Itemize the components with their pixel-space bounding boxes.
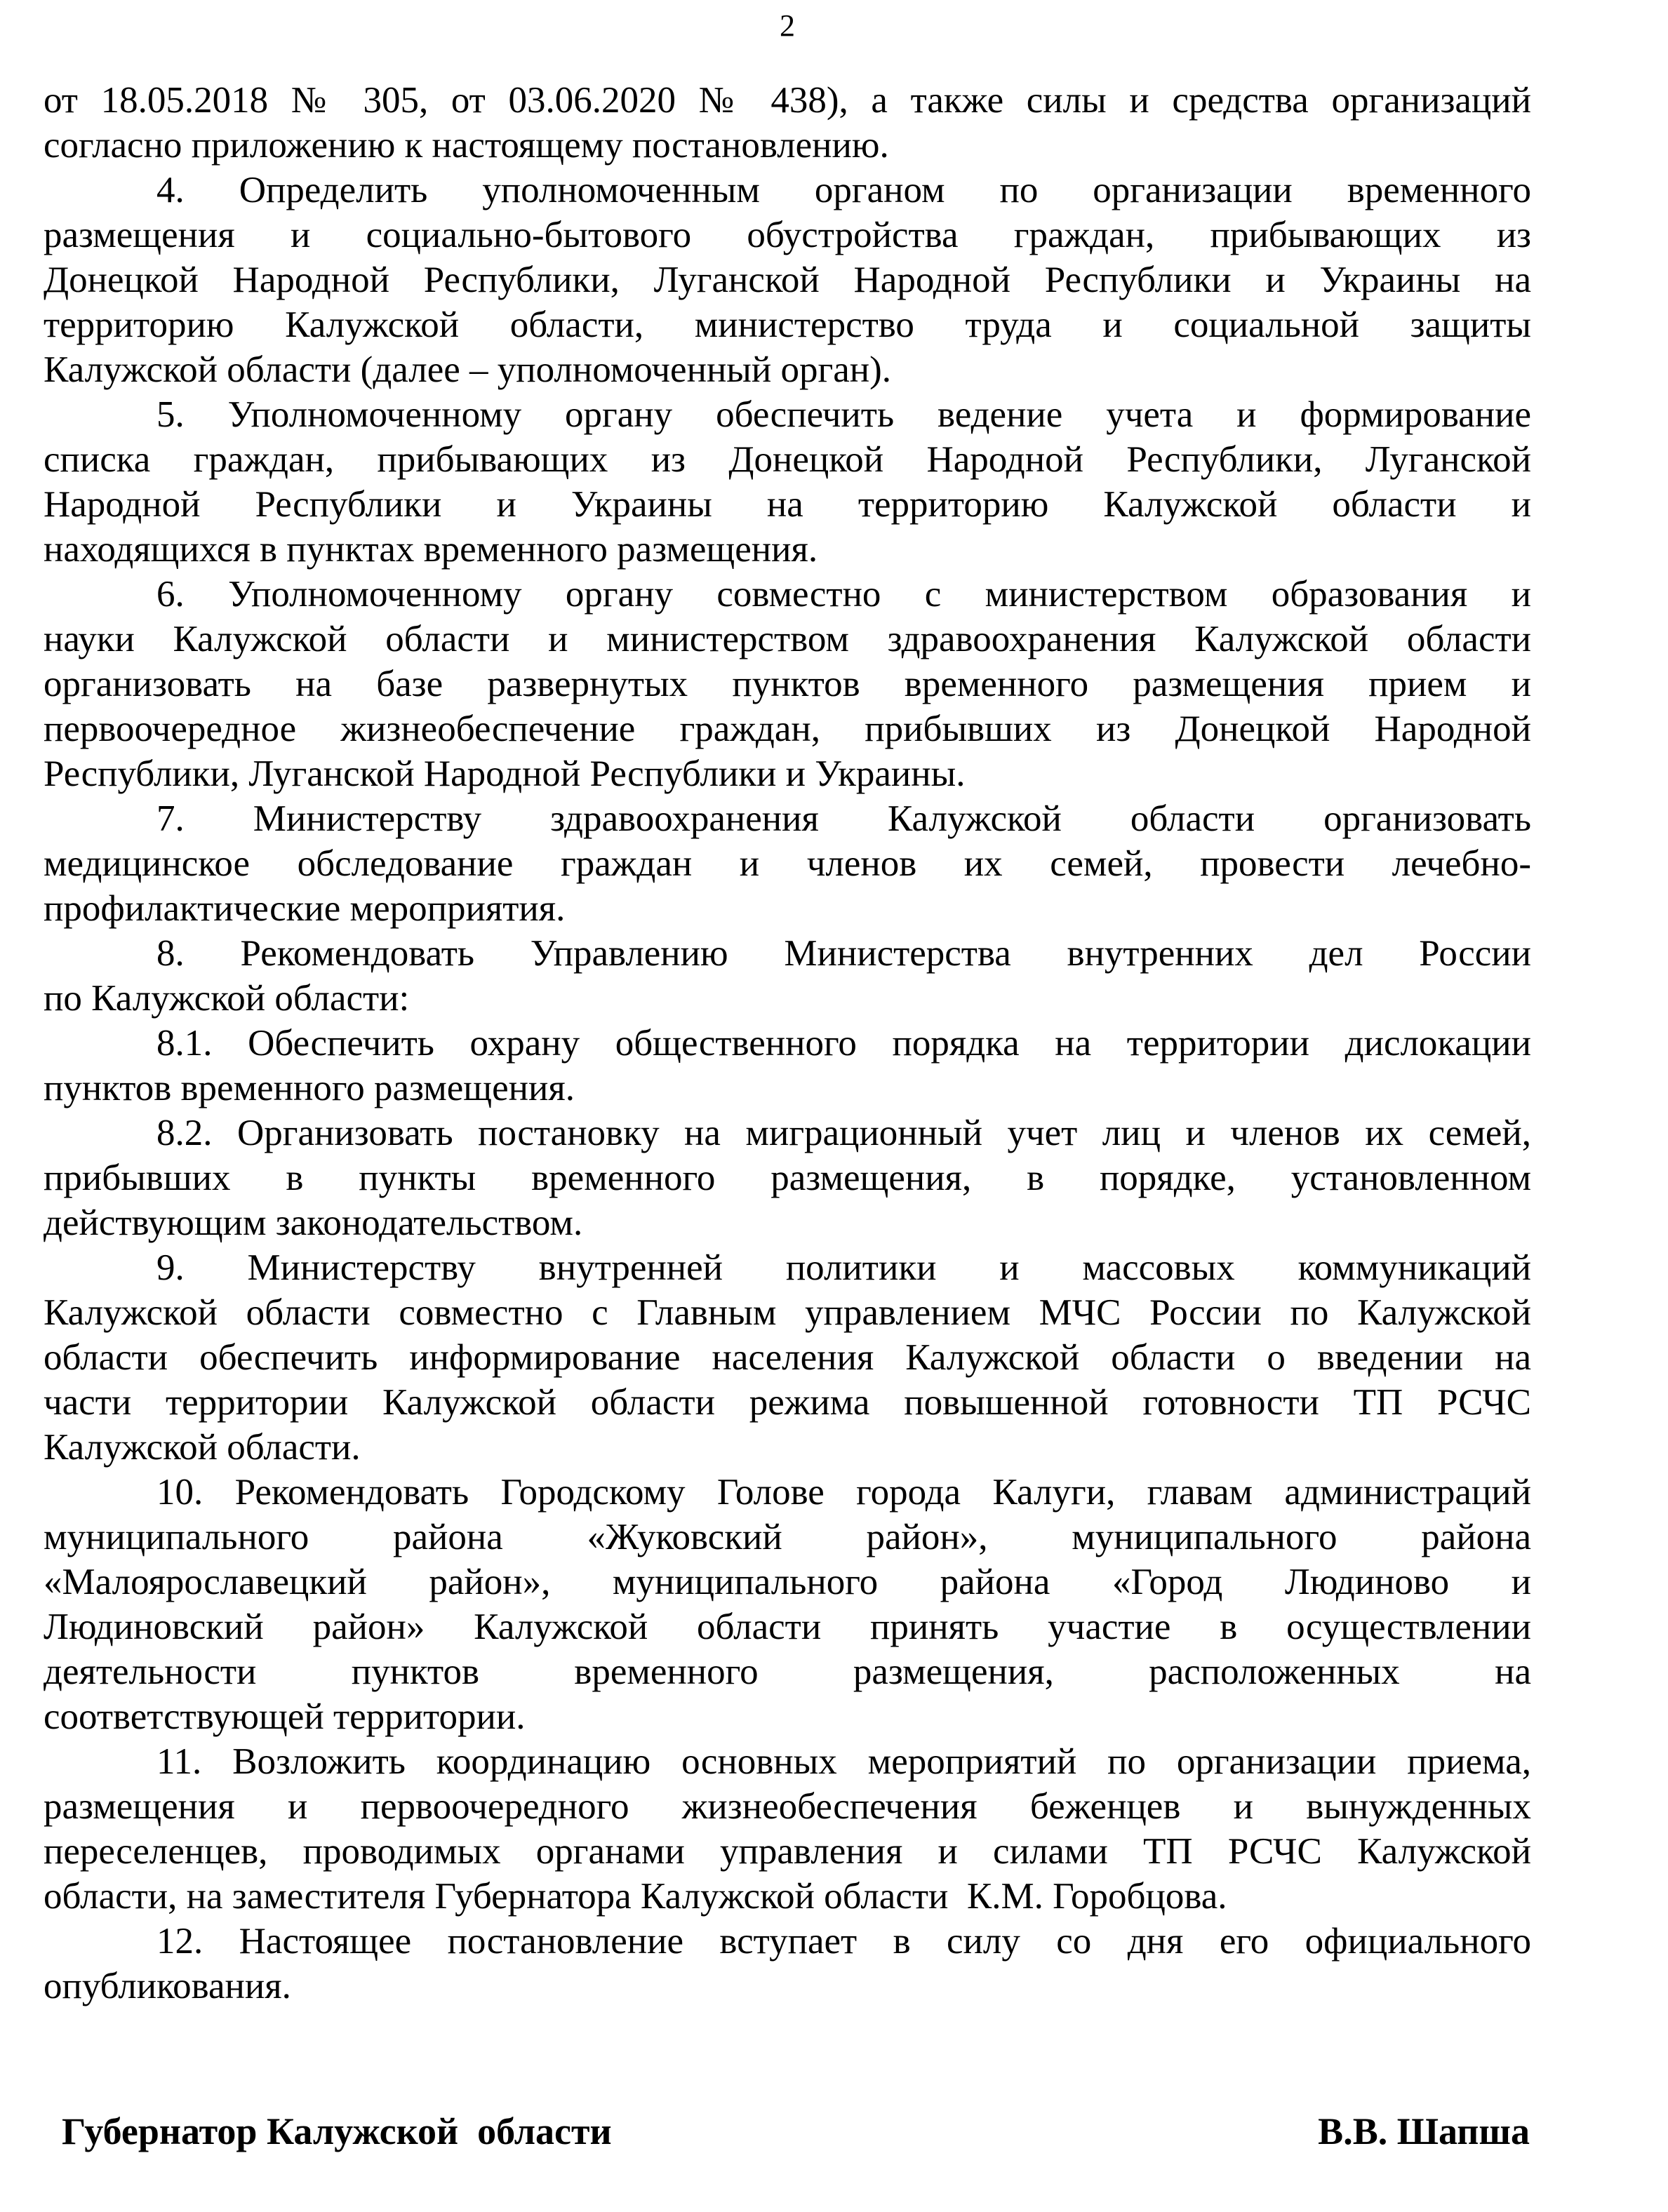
text-line: действующим законодательством. (44, 1202, 583, 1243)
text-line: области обеспечить информирование населения Калужской области о введении на (44, 1337, 1531, 1378)
text-line: размещения и социально-бытового обустройства граждан, прибывающих из (44, 215, 1531, 255)
text-line: науки Калужской области и министерством здравоохранения Калужской области (44, 619, 1531, 659)
paragraph-p8 (44, 931, 1531, 1021)
text-line: пунктов временного размещения. (44, 1068, 575, 1108)
paragraph-p11 (44, 1739, 1531, 1919)
text-line: прибывших в пункты временного размещения, в порядке, установленном (44, 1158, 1531, 1198)
text-line: первоочередное жизнеобеспечение граждан, прибывших из Донецкой Народной (44, 709, 1531, 749)
text-line: размещения и первоочередного жизнеобеспечения беженцев и вынужденных (44, 1786, 1531, 1827)
paragraph-p8-2 (44, 1111, 1531, 1245)
text-line: 10. Рекомендовать Городскому Голове города Калуги, главам администраций (156, 1472, 1531, 1513)
signatory-title: Губернатор Калужской области (62, 2110, 612, 2152)
signature-block (62, 2109, 1530, 2154)
text-line: 8.1. Обеспечить охрану общественного порядка на территории дислокации (156, 1023, 1531, 1064)
text-line: Калужской области (далее – уполномоченный орган). (44, 349, 892, 390)
paragraph-p12 (44, 1919, 1531, 2009)
text-line: 5. Уполномоченному органу обеспечить ведение учета и формирование (156, 394, 1531, 435)
signatory-name: В.В. Шапша (1318, 2110, 1530, 2152)
text-line: 12. Настоящее постановление вступает в силу со дня его официального (156, 1921, 1531, 1962)
text-line: медицинское обследование граждан и членов их семей, провести лечебно- (44, 843, 1531, 884)
text-line: Республики, Луганской Народной Республики и Украины. (44, 753, 966, 794)
text-line: согласно приложению к настоящему постановлению. (44, 125, 889, 166)
paragraph-p6 (44, 572, 1531, 796)
text-line: опубликования. (44, 1966, 291, 2006)
text-line: Калужской области совместно с Главным управлением МЧС России по Калужской (44, 1292, 1531, 1333)
paragraph-p9 (44, 1245, 1531, 1470)
text-line: муниципального района «Жуковский район», муниципального района (44, 1517, 1531, 1557)
text-line: списка граждан, прибывающих из Донецкой Народной Республики, Луганской (44, 439, 1531, 480)
text-line: 6. Уполномоченному органу совместно с министерством образования и (156, 574, 1531, 615)
text-line: части территории Калужской области режима повышенной готовности ТП РСЧС (44, 1382, 1531, 1423)
text-line: «Малоярославецкий район», муниципального района «Город Людиново и (44, 1562, 1531, 1602)
paragraph-p3-cont (44, 78, 1531, 168)
text-line: территорию Калужской области, министерство труда и социальной защиты (44, 304, 1531, 345)
text-line: 9. Министерству внутренней политики и массовых коммуникаций (156, 1247, 1531, 1288)
text-line: от 18.05.2018 № 305, от 03.06.2020 № 438), а также силы и средства организаций (44, 80, 1531, 121)
text-line: 11. Возложить координацию основных мероприятий по организации приема, (156, 1741, 1531, 1782)
paragraph-p8-1 (44, 1021, 1531, 1111)
document-body (44, 78, 1531, 2009)
text-line: области, на заместителя Губернатора Калужской области К.М. Горобцова. (44, 1876, 1227, 1917)
text-line: соответствующей территории. (44, 1696, 526, 1737)
text-line: профилактические мероприятия. (44, 888, 566, 929)
text-line: Народной Республики и Украины на территорию Калужской области и (44, 484, 1531, 525)
text-line: находящихся в пунктах временного размещения. (44, 529, 818, 570)
text-line: 4. Определить уполномоченным органом по организации временного (156, 170, 1531, 210)
text-line: организовать на базе развернутых пунктов временного размещения прием и (44, 664, 1531, 704)
text-line: 8.2. Организовать постановку на миграционный учет лиц и членов их семей, (156, 1113, 1531, 1153)
text-line: переселенцев, проводимых органами управления и силами ТП РСЧС Калужской (44, 1831, 1531, 1872)
page-number: 2 (780, 8, 795, 43)
paragraph-p4 (44, 168, 1531, 392)
text-line: Людиновский район» Калужской области принять участие в осуществлении (44, 1607, 1531, 1647)
paragraph-p7 (44, 796, 1531, 931)
paragraph-p10 (44, 1470, 1531, 1739)
paragraph-p5 (44, 392, 1531, 572)
text-line: по Калужской области: (44, 978, 410, 1019)
text-line: Донецкой Народной Республики, Луганской Народной Республики и Украины на (44, 260, 1531, 300)
text-line: 7. Министерству здравоохранения Калужской области организовать (156, 798, 1531, 839)
text-line: Калужской области. (44, 1427, 361, 1468)
text-line: 8. Рекомендовать Управлению Министерства внутренних дел России (156, 933, 1531, 974)
text-line: деятельности пунктов временного размещения, расположенных на (44, 1651, 1531, 1692)
